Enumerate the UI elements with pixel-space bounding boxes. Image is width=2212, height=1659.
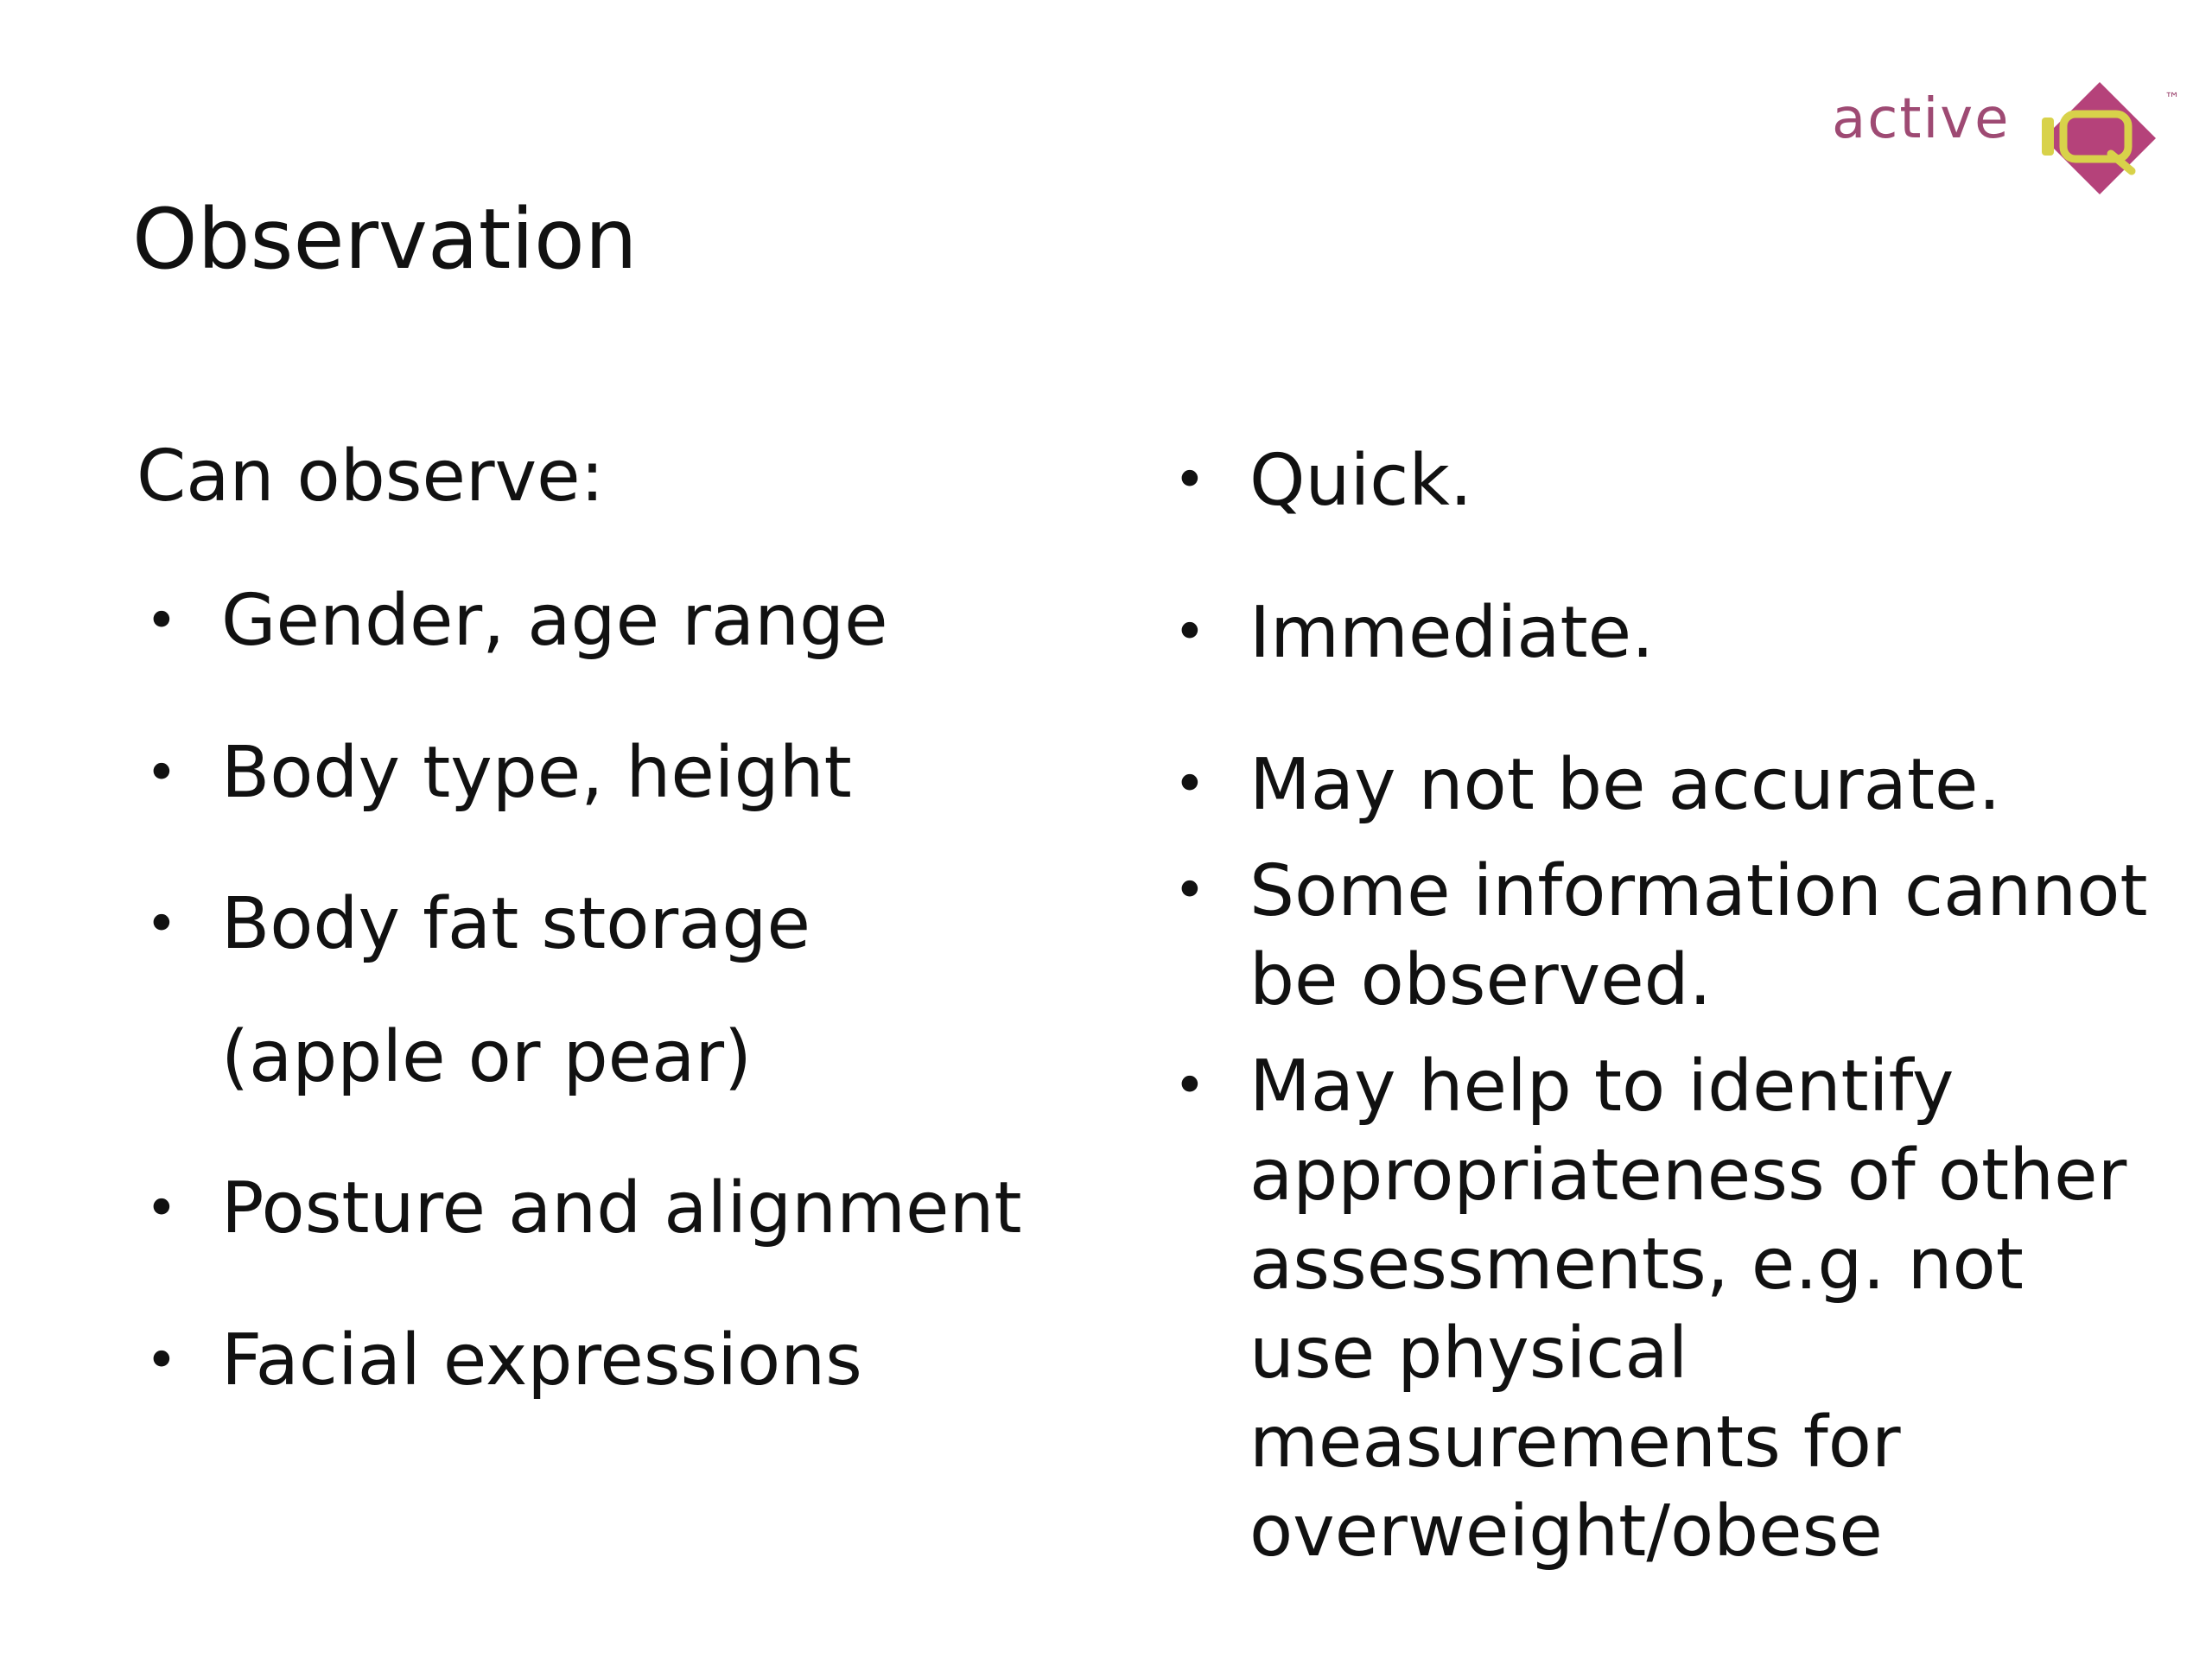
bullet-text: Gender, age range [221,580,888,663]
list-item [1165,741,2167,830]
list-item [137,884,1130,1099]
list-item [137,1320,1130,1402]
bullet-icon: • [1173,448,1206,512]
bullet-icon: • [145,589,178,654]
activeiq-logo [1832,78,2195,207]
bullet-text: Posture and alignment [221,1167,1022,1250]
right-bullet-list [1165,436,2167,1576]
bullet-text: May not be accurate. [1249,744,2001,826]
bullet-icon: • [1173,601,1206,664]
logo-trademark: ™ [2164,90,2180,108]
bullet-icon: • [1173,1054,1206,1118]
bullet-icon: • [145,892,178,957]
bullet-text: Body type, height [221,731,852,814]
left-column [137,436,1130,1471]
left-bullet-list [137,581,1130,1402]
list-item [137,581,1130,662]
slide-title: Observation [132,191,638,288]
bullet-continuation: (apple or pear) [221,1016,753,1099]
bullet-icon: • [1173,859,1206,923]
bullet-text: Quick. [1249,440,1472,522]
list-item [137,733,1130,814]
bullet-text: May help to identify appropriateness of other assessments, e.g. not use physical measurements for overweight/obese [1249,1046,2127,1573]
right-column [1165,436,2167,1576]
logo-i-bar [2042,118,2054,156]
logo-wordmark: active [1832,87,2011,151]
bullet-text: Some information cannot be observed. [1249,850,2148,1021]
lead-text: Can observe: [137,435,605,518]
bullet-icon: • [145,1328,178,1393]
bullet-text: Immediate. [1249,592,1655,674]
list-item [137,1168,1130,1249]
bullet-icon: • [1173,753,1206,817]
bullet-text: Body fat storage [221,882,810,965]
iq-logo-mark [2035,78,2190,207]
list-item [1165,1042,2167,1576]
bullet-text: Facial expressions [221,1319,862,1402]
bullet-icon: • [145,741,178,805]
list-item [1165,588,2167,677]
list-item [1165,847,2167,1025]
bullet-icon: • [145,1177,178,1242]
list-item [1165,436,2167,525]
